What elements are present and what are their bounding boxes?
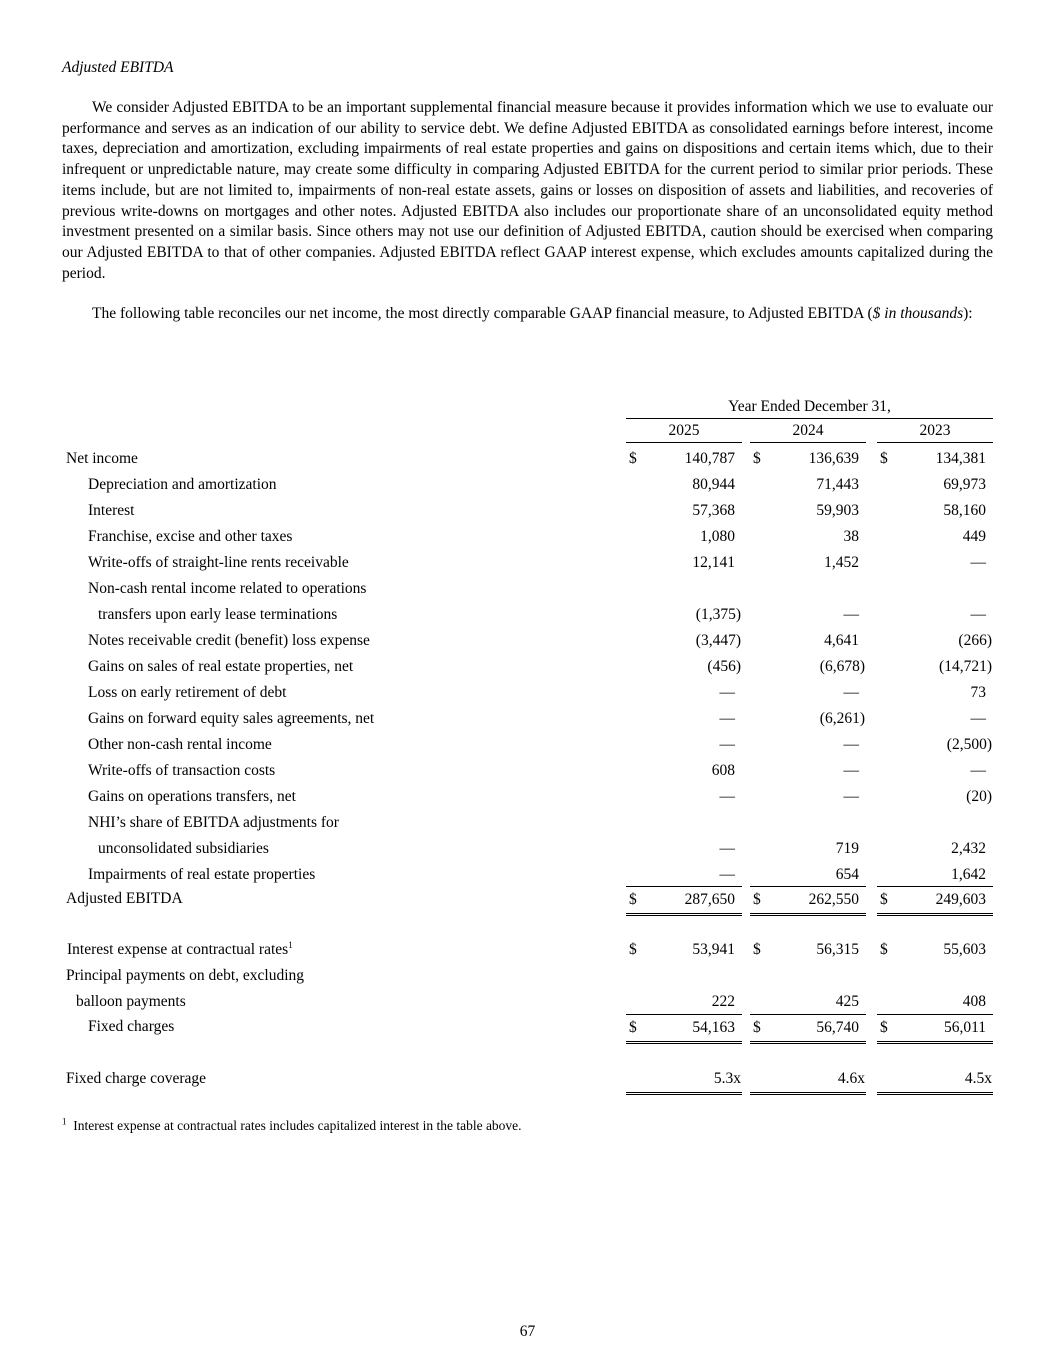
intro-italic: $ in thousands [872, 305, 964, 323]
cell-2024: 654 [835, 866, 859, 883]
row-impairments [62, 862, 993, 888]
cell-2025: 80,944 [692, 476, 735, 493]
footnote-text: Interest expense at contractual rates includes capitalized interest in the table above. [73, 1118, 522, 1133]
row-gains-sales [62, 654, 993, 680]
cell-2025: 1,080 [700, 528, 735, 545]
cell-2024: — [843, 788, 859, 805]
intro-prefix: The following table reconciles our net income, the most directly comparable GAAP financial measure, to Adjusted EBITDA ( [92, 305, 873, 323]
cell-2023: 2,432 [951, 840, 986, 857]
cell-2025: 5.3x [626, 1066, 742, 1095]
cell-2025: — [719, 866, 735, 883]
cell-2025: (456) [707, 658, 741, 675]
row-writeoffs-transaction [62, 758, 993, 784]
year-header-2025: 2025 [626, 420, 742, 443]
cell-2025: — [719, 840, 735, 857]
cell-2024: $ 262,550 [750, 886, 866, 916]
cell-2023: 408 [962, 993, 986, 1010]
cell-2024: 1,452 [824, 554, 859, 571]
row-label: Principal payments on debt, excluding [66, 967, 305, 984]
row-label: balloon payments [76, 993, 186, 1010]
cell-2024: (6,678) [819, 658, 865, 675]
footnote-number: 1 [62, 1116, 67, 1127]
row-nhi-share-line1 [62, 810, 993, 836]
cell-2023: 73 [970, 684, 986, 701]
cell-2024: 425 [835, 993, 859, 1010]
cell-2024: 71,443 [816, 476, 859, 493]
cell-2025: (3,447) [695, 632, 741, 649]
section-title: Adjusted EBITDA [62, 59, 174, 76]
year-header-group: Year Ended December 31, [626, 396, 993, 419]
cell-2023: (14,721) [939, 658, 992, 675]
row-other-noncash [62, 732, 993, 758]
cell-2024: $ 56,740 [750, 1014, 866, 1044]
row-principal-line2 [62, 989, 993, 1015]
cell-2025: $ 140,787 [629, 450, 735, 467]
cell-2023: 449 [962, 528, 986, 545]
cell-2025: $ 54,163 [626, 1014, 742, 1044]
row-label: Other non-cash rental income [88, 736, 272, 753]
cell-2023: — [970, 762, 986, 779]
row-label: Gains on operations transfers, net [88, 788, 296, 805]
cell-2025: 222 [711, 993, 735, 1010]
row-fixed-charges [62, 1014, 993, 1040]
row-noncash-rental-line1 [62, 576, 993, 602]
cell-2024: — [843, 762, 859, 779]
row-label: Franchise, excise and other taxes [88, 528, 293, 545]
row-label: Interest expense at contractual rates$^1$ [67, 939, 293, 958]
row-depreciation [62, 472, 993, 498]
cell-2024: — [843, 606, 859, 623]
cell-2023: $ 134,381 [880, 450, 986, 467]
cell-2023: (20) [966, 788, 992, 805]
row-writeoffs-straight-line [62, 550, 993, 576]
cell-2025: — [719, 736, 735, 753]
cell-2023: 58,160 [943, 502, 986, 519]
row-label: Non-cash rental income related to operations [88, 580, 367, 597]
paragraph-table-intro [62, 304, 993, 325]
row-label: Fixed charge coverage [66, 1070, 207, 1087]
cell-2023: (266) [958, 632, 992, 649]
row-label: Write-offs of straight-line rents receivable [88, 554, 349, 571]
row-noncash-rental-line2 [62, 602, 993, 628]
row-fixed-charge-coverage [62, 1066, 993, 1092]
page-number: 67 [519, 1323, 536, 1340]
row-label: Impairments of real estate properties [88, 866, 316, 883]
row-franchise-taxes [62, 524, 993, 550]
cell-2024: 719 [835, 840, 859, 857]
row-net-income [62, 446, 993, 472]
cell-2025: — [719, 684, 735, 701]
cell-2025: 12,141 [692, 554, 735, 571]
cell-2025: — [719, 710, 735, 727]
footnote [62, 1117, 522, 1135]
cell-2024: (6,261) [819, 710, 865, 727]
cell-2025: $ 53,941 [629, 941, 735, 958]
row-principal-line1 [62, 963, 993, 989]
cell-2024: 4.6x [750, 1066, 866, 1095]
cell-2025: (1,375) [695, 606, 741, 623]
page-body [62, 58, 993, 345]
cell-2024: — [843, 684, 859, 701]
row-interest [62, 498, 993, 524]
cell-2023: $ 56,011 [877, 1014, 993, 1044]
row-label: NHI’s share of EBITDA adjustments for [88, 814, 339, 831]
cell-2024: — [843, 736, 859, 753]
row-label: Interest [88, 502, 135, 519]
cell-2023: $ 249,603 [877, 886, 993, 916]
row-label: transfers upon early lease terminations [98, 606, 338, 623]
cell-2023: 69,973 [943, 476, 986, 493]
cell-2023: 1,642 [951, 866, 986, 883]
row-label: Adjusted EBITDA [66, 890, 183, 907]
row-loss-early-retirement [62, 680, 993, 706]
paragraph-definition: We consider Adjusted EBITDA to be an important supplemental financial measure because it provides information which we use to evaluate our performance and serves as an indication of our ability to service debt. We define Adjusted EBITDA as consolidated earnings before interest, income taxes, depreciation and amortization, excluding impairments of real estate properties and gains on dispositions and certain items which, due to their infrequent or unpredictable nature, may create some difficulty in comparing Adjusted EBITDA for the current period to similar prior periods. These items include, but are not limited to, impairments of non-real estate assets, gains or losses on disposition of assets and liabilities, and recoveries of previous write-downs on mortgages and other notes. Adjusted EBITDA also includes our proportionate share of an unconsolidated equity method investment presented on a similar basis. Since others may not use our definition of Adjusted EBITDA, caution should be exercised when comparing our Adjusted EBITDA to that of other companies. Adjusted EBITDA reflect GAAP interest expense, which excludes amounts capitalized during the period. [62, 99, 993, 282]
footnote-marker: 1 [288, 939, 293, 950]
row-label: Fixed charges [88, 1018, 175, 1035]
row-gains-forward-equity [62, 706, 993, 732]
cell-2024: 38 [843, 528, 859, 545]
cell-2023: — [970, 710, 986, 727]
cell-2023: 4.5x [877, 1066, 993, 1095]
intro-suffix: ): [963, 305, 973, 323]
cell-2023: $ 55,603 [880, 941, 986, 958]
cell-2024: $ 136,639 [753, 450, 859, 467]
row-label: Gains on sales of real estate properties, net [88, 658, 354, 675]
year-header-2023: 2023 [877, 420, 993, 443]
row-gains-operations [62, 784, 993, 810]
cell-2024: 59,903 [816, 502, 859, 519]
row-interest-contractual [62, 937, 993, 963]
row-notes-receivable [62, 628, 993, 654]
year-header-2024: 2024 [750, 420, 866, 443]
cell-2025: $ 287,650 [626, 886, 742, 916]
cell-2025: — [719, 788, 735, 805]
year-header-row [62, 420, 993, 442]
cell-2024: 4,641 [824, 632, 859, 649]
row-nhi-share-line2 [62, 836, 993, 862]
row-label: Loss on early retirement of debt [88, 684, 287, 701]
cell-2024: $ 56,315 [753, 941, 859, 958]
row-label: Net income [66, 450, 138, 467]
row-label: Notes receivable credit (benefit) loss expense [88, 632, 370, 649]
cell-2023: — [970, 554, 986, 571]
cell-2025: 57,368 [692, 502, 735, 519]
row-label: Write-offs of transaction costs [88, 762, 276, 779]
row-adjusted-ebitda [62, 886, 993, 912]
cell-2023: (2,500) [946, 736, 992, 753]
row-label: unconsolidated subsidiaries [98, 840, 269, 857]
row-label: Gains on forward equity sales agreements, net [88, 710, 375, 727]
row-label: Depreciation and amortization [88, 476, 277, 493]
cell-2023: — [970, 606, 986, 623]
cell-2025: 608 [711, 762, 735, 779]
